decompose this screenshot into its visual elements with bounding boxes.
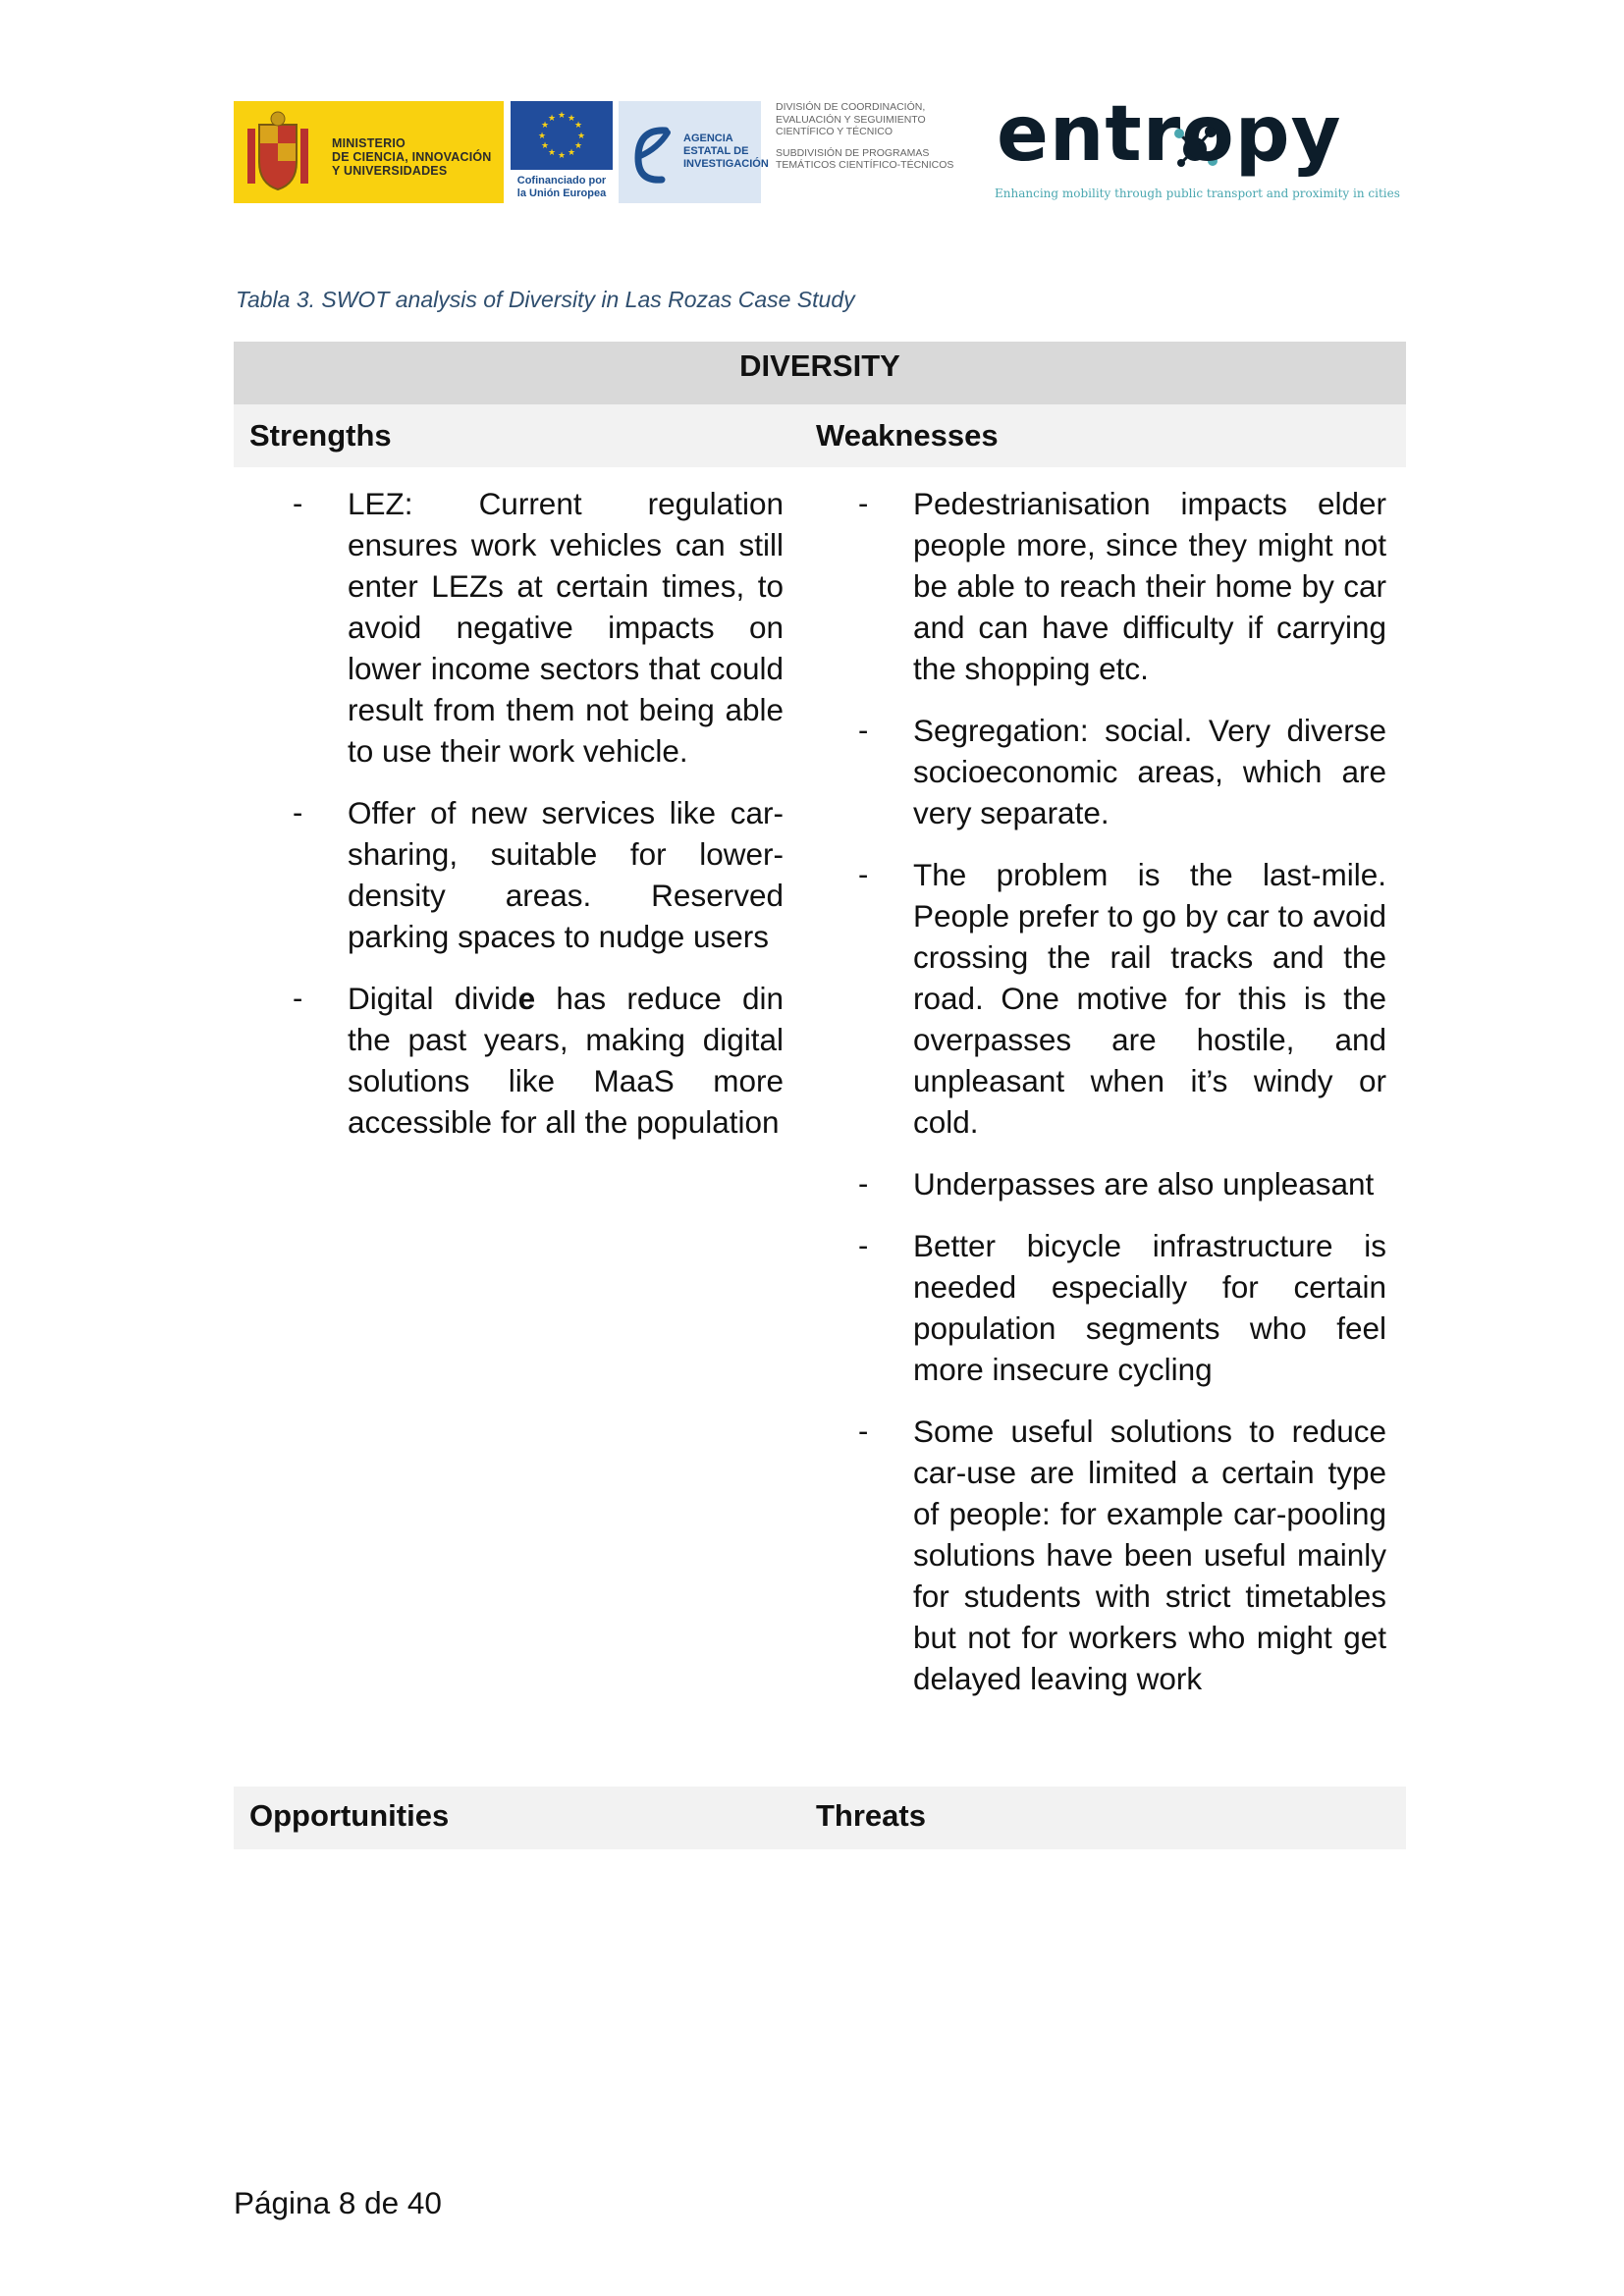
svg-text:★: ★: [547, 114, 557, 124]
weakness-text: Segregation: social. Very diverse socioeconomic areas, which are very separate.: [913, 713, 1386, 830]
coat-of-arms-icon: [244, 111, 312, 193]
weakness-text: Better bicycle infrastructure is needed especially for certain population segments who feel more insecure cycling: [913, 1228, 1386, 1387]
strength-text: LEZ: Current regulation ensures work vehicles can still enter LEZs at certain times, to avoid negative impacts on lower income sectors that could result from them not being able to use their work vehicle.: [348, 486, 784, 769]
bullet-dash: -: [293, 795, 303, 829]
list-item: [293, 483, 784, 772]
table-title-row: [234, 342, 1406, 404]
weakness-text: The problem is the last-mile. People prefer to go by car to avoid crossing the rail tracks and the road. One motive for this is the overpasses are hostile, and unpleasant when it’s windy or cold.: [913, 857, 1386, 1140]
bullet-dash: -: [858, 1414, 869, 1448]
strengths-list: [293, 483, 784, 1163]
strength-text: Digital divide has reduce din the past years, making digital solutions like MaaS more accessible for all the population: [348, 981, 784, 1140]
page-header: [0, 0, 1624, 226]
division-line: CIENTÍFICO Y TÉCNICO: [776, 126, 893, 137]
swot-table: [234, 342, 1406, 1849]
entropy-tagline: Enhancing mobility through public transport and proximity in cities: [995, 187, 1400, 200]
eu-logo: [511, 101, 613, 203]
list-item: [858, 1411, 1430, 1699]
strengths-heading: Strengths: [249, 418, 392, 453]
division-line: EVALUACIÓN Y SEGUIMIENTO: [776, 113, 926, 126]
page-number: Página 8 de 40: [234, 2185, 442, 2220]
list-item: [858, 483, 1430, 689]
table-body-row: [234, 467, 1406, 1787]
table-opportunities-row: [234, 1787, 1406, 1849]
weakness-text: Pedestrianisation impacts elder people more, since they might not be able to reach their home by car and can have difficulty if carrying the shopping etc.: [913, 486, 1386, 686]
subdivision-line: SUBDIVISIÓN DE PROGRAMAS: [776, 146, 930, 159]
bullet-dash: -: [858, 713, 869, 747]
entropy-wordmark: entropy: [997, 90, 1342, 179]
svg-text:★: ★: [540, 141, 550, 151]
list-item: [858, 710, 1430, 833]
svg-text:★: ★: [573, 141, 583, 151]
bullet-dash: -: [858, 1228, 869, 1262]
svg-text:★: ★: [557, 111, 567, 121]
division-line: DIVISIÓN DE COORDINACIÓN,: [776, 101, 926, 113]
strength-text: Offer of new services like car-sharing, suitable for lower-density areas. Reserved parking spaces to nudge users: [348, 795, 784, 954]
opportunities-heading: Opportunities: [249, 1798, 450, 1833]
bullet-dash: -: [858, 1166, 869, 1201]
bullet-dash: -: [858, 857, 869, 891]
list-item: [293, 792, 784, 957]
svg-text:★: ★: [567, 114, 576, 124]
svg-text:★: ★: [540, 121, 550, 131]
division-text-block: [776, 101, 972, 203]
bullet-dash: -: [858, 486, 869, 520]
agency-text: AGENCIA ESTATAL DE INVESTIGACIÓN: [683, 133, 769, 170]
eu-text: Cofinanciado por la Unión Europea: [516, 175, 607, 199]
bullet-dash: -: [293, 981, 303, 1015]
weaknesses-heading: Weaknesses: [816, 418, 999, 453]
weakness-text: Underpasses are also unpleasant: [913, 1166, 1375, 1201]
entropy-logo: [987, 90, 1400, 206]
weaknesses-list: [858, 483, 1430, 1720]
subdivision-line: TEMÁTICOS CIENTÍFICO-TÉCNICOS: [776, 159, 954, 171]
table-header-row: [234, 404, 1406, 467]
eu-flag-icon: [511, 101, 613, 170]
table-caption: Tabla 3. SWOT analysis of Diversity in Las Rozas Case Study: [236, 287, 855, 312]
svg-text:★: ★: [557, 151, 567, 161]
bullet-dash: -: [293, 486, 303, 520]
threats-heading: Threats: [816, 1798, 926, 1833]
svg-text:★: ★: [573, 121, 583, 131]
svg-text:★: ★: [576, 132, 586, 141]
svg-text:★: ★: [567, 148, 576, 158]
agency-logo: [619, 101, 769, 203]
ministry-logo: [234, 101, 504, 203]
svg-text:★: ★: [547, 148, 557, 158]
list-item: [858, 854, 1430, 1143]
list-item: [293, 978, 784, 1143]
weakness-text: Some useful solutions to reduce car-use are limited a certain type of people: for example car-pooling solutions have been useful mainly for students with strict timetables but not for workers who might get delayed leaving work: [913, 1414, 1386, 1696]
list-item: [858, 1225, 1430, 1390]
agency-e-icon: [628, 111, 677, 193]
table-title: DIVERSITY: [739, 348, 900, 383]
ministry-text: MINISTERIO DE CIENCIA, INNOVACIÓN Y UNIVERSIDADES: [332, 136, 492, 178]
list-item: [858, 1163, 1430, 1204]
svg-text:★: ★: [537, 132, 547, 141]
